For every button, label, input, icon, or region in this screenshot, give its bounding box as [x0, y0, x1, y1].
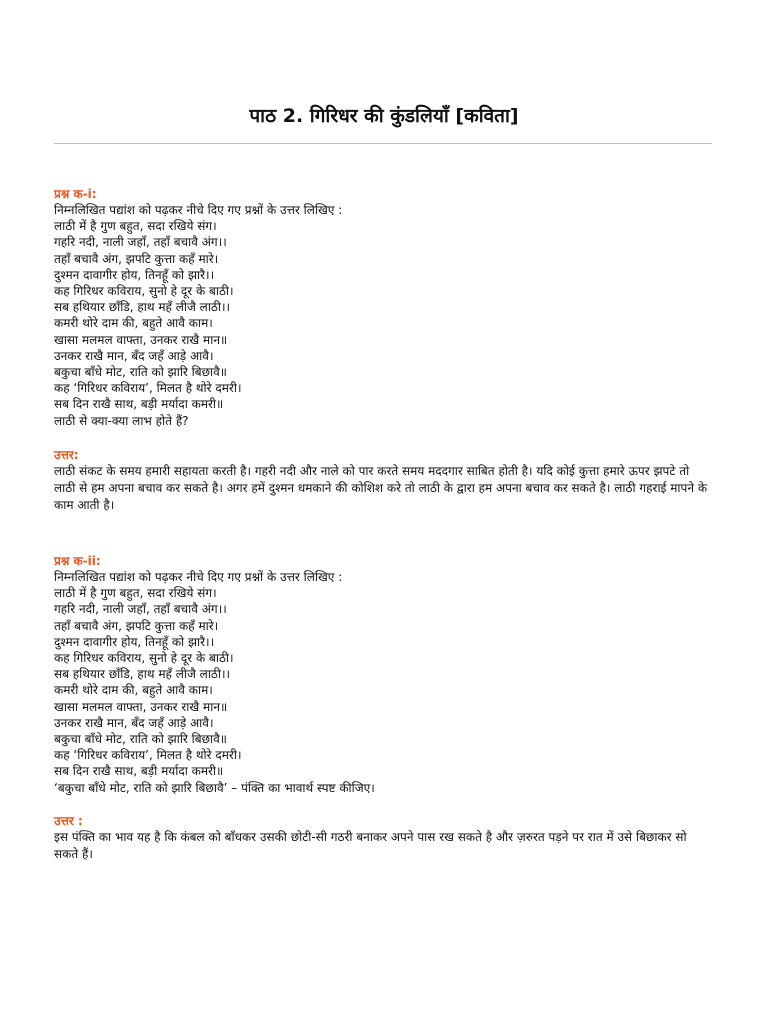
- poem-line: कह ‘गिरिधर कविराय’, मिलत है थोरे दमरी।: [54, 381, 242, 396]
- poem-line: उनकर राखै मान, बँद जहँ आड़े आवै।: [54, 348, 214, 363]
- answer-label: उत्तर :: [54, 814, 83, 828]
- page-title: पाठ 2. गिरिधर की कुंडलियाँ [कविता]: [249, 105, 519, 127]
- answer-block-2: [54, 813, 714, 863]
- poem-line: कह ‘गिरिधर कविराय’, मिलत है थोरे दमरी।: [54, 748, 242, 763]
- poem-line: सब हथियार छाँडि, हाथ महँ लीजै लाठी।।: [54, 300, 231, 315]
- poem-line: कमरी थोरे दाम की, बहुते आवै काम।: [54, 316, 213, 331]
- poem-line: दुश्मन दावागीर होय, तिनहूँ को झारै।।: [54, 634, 215, 649]
- question-block-1: [54, 186, 714, 429]
- poem-line: लाठी में है गुण बहुत, सदा रखिये संग।: [54, 219, 217, 234]
- answer-block-1: [54, 447, 714, 514]
- poem-line: कह गिरिधर कविराय, सुनो हे दूर के बाठी।: [54, 284, 234, 299]
- question-label: प्रश्न क-ii:: [54, 554, 101, 568]
- poem-line: बकुचा बाँधे मोट, राति को झारि बिछावै॥: [54, 365, 227, 380]
- poem-line: गहरि नदी, नाली जहाँ, तहाँ बचावै अंग।।: [54, 602, 227, 617]
- poem-line: निम्नलिखित पद्यांश को पढ़कर नीचे दिए गए प्रश्नों के उत्तर लिखिए :: [54, 203, 343, 217]
- poem-line: खासा मलमल वाफ्ता, उनकर राखै मान॥: [54, 699, 228, 714]
- answer-text: लाठी संकट के समय हमारी सहायता करती है। गहरी नदी और नाले को पार करते समय मददगार साबित होती है। यदि कोई कुत्ता हमारे ऊपर झपटे तो लाठी से हम अपना बचाव कर सकते है। अगर हमें दुश्मन धमकाने की कोशिश करे तो लाठी के द्वारा हम अपना बचाव कर सकते है। लाठी गहराई मापने के काम आती है।: [54, 464, 708, 512]
- poem-line: सब दिन राखै साथ, बड़ी मर्यादा कमरी॥: [54, 764, 224, 779]
- poem-line: तहाँ बचावै अंग, झपटि कुत्ता कहँ मारे।: [54, 251, 219, 266]
- answer-text: इस पंक्ति का भाव यह है कि कंबल को बाँधकर उसकी छोटी-सी गठरी बनाकर अपने पास रख सकते है और ज़रुरत पड़ने पर रात में उसे बिछाकर सो सकते हैं।: [54, 830, 687, 861]
- poem-line: गहरि नदी, नाली जहाँ, तहाँ बचावै अंग।।: [54, 235, 227, 250]
- poem-line: बकुचा बाँधे मोट, राति को झारि बिछावै॥: [54, 732, 227, 747]
- poem-line: कमरी थोरे दाम की, बहुते आवै काम।: [54, 683, 213, 698]
- poem-line: सब दिन राखै साथ, बड़ी मर्यादा कमरी॥: [54, 397, 224, 412]
- question-text: ‘बकुचा बाँधे मोट, राति को झारि बिछावै’ – पंक्ति का भावार्थ स्पष्ट कीजिए।: [54, 780, 375, 795]
- question-block-2: [54, 553, 714, 796]
- poem-line: खासा मलमल वाफ्ता, उनकर राखै मान॥: [54, 332, 228, 347]
- poem-line: सब हथियार छाँडि, हाथ महँ लीजै लाठी।।: [54, 667, 231, 682]
- title-divider: [54, 143, 712, 144]
- answer-label: उत्तर:: [54, 448, 79, 462]
- poem-line: उनकर राखै मान, बँद जहँ आड़े आवै।: [54, 715, 214, 730]
- poem-line: तहाँ बचावै अंग, झपटि कुत्ता कहँ मारे।: [54, 618, 219, 633]
- poem-line: दुश्मन दावागीर होय, तिनहूँ को झारै।।: [54, 267, 215, 282]
- poem-line: कह गिरिधर कविराय, सुनो हे दूर के बाठी।: [54, 651, 234, 666]
- question-text: लाठी से क्या-क्या लाभ होते हैं?: [54, 413, 189, 428]
- question-label: प्रश्न क-i:: [54, 187, 97, 201]
- poem-line: निम्नलिखित पद्यांश को पढ़कर नीचे दिए गए प्रश्नों के उत्तर लिखिए :: [54, 570, 343, 584]
- poem-line: लाठी में है गुण बहुत, सदा रखिये संग।: [54, 586, 217, 601]
